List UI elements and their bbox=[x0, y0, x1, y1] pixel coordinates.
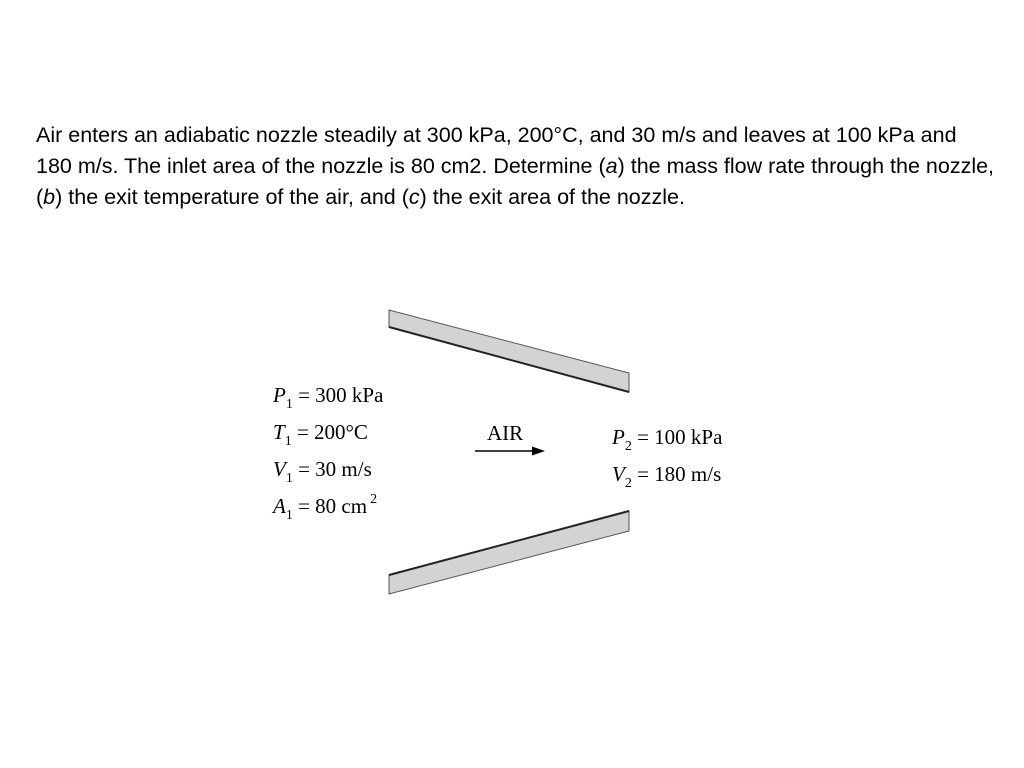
flow-label: AIR bbox=[487, 421, 524, 445]
problem-text: ) the exit area of the nozzle. bbox=[419, 185, 685, 209]
nozzle-upper-wall bbox=[389, 310, 629, 392]
inlet-pressure: $P_1 = 300$ kPa bbox=[273, 383, 384, 412]
problem-text: ) the mass flow rate through the nozzle, ( bbox=[36, 154, 995, 209]
nozzle-lower-inner-edge bbox=[389, 511, 629, 575]
nozzle-lower-wall bbox=[389, 511, 629, 594]
inlet-area: $A_1 = 80$ cm $^2$ bbox=[273, 492, 378, 523]
nozzle-upper-inner-edge bbox=[389, 327, 629, 392]
problem-text: ) the exit temperature of the air, and ( bbox=[55, 185, 409, 209]
outlet-pressure: $P_2 = 100$ kPa bbox=[612, 425, 723, 454]
part-a-label: a bbox=[605, 154, 618, 178]
part-b-label: b bbox=[43, 185, 56, 209]
problem-text: Air enters an adiabatic nozzle steadily at 300 kPa, 200°C, and 30 m/s and leaves at 100 kPa and 180 m/s. The inlet area of the nozzle is 80 cm2. Determine ( bbox=[36, 123, 957, 178]
flow-arrow bbox=[475, 447, 545, 456]
inlet-velocity: $V_1 = 30$ m/s bbox=[273, 457, 372, 486]
inlet-temperature: $T_1 = 200^\circ C$ bbox=[273, 420, 368, 449]
outlet-velocity: $V_2 = 180$ m/s bbox=[612, 462, 722, 491]
part-c-label: c bbox=[408, 185, 420, 209]
